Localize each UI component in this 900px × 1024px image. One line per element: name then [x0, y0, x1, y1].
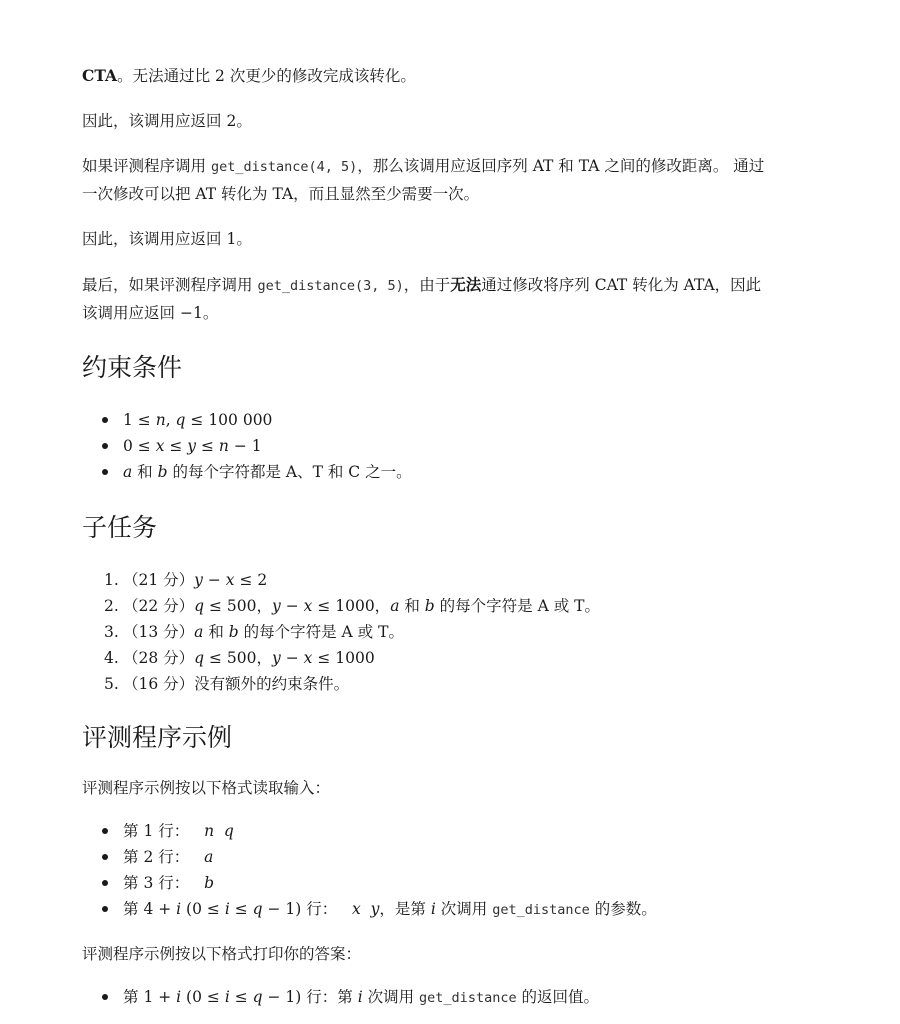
list-item: 4. （28 分）q ≤ 500，y − x ≤ 1000	[104, 649, 375, 667]
grader-input-list	[82, 818, 822, 923]
grader-output-list	[82, 984, 822, 1011]
grader-output-intro: 评测程序示例按以下格式打印你的答案：	[82, 945, 362, 963]
paragraph-1: CTA。无法通过比 2 次更少的修改完成该转化。	[82, 66, 416, 85]
code-call: get_distance(4, 5)	[210, 159, 358, 175]
list-item: 第 3 行： b	[82, 870, 822, 896]
section-heading-subtasks: 子任务	[82, 513, 158, 542]
list-item: 3. （13 分）a 和 b 的每个字符是 A 或 T。	[104, 623, 404, 641]
constraints-list	[82, 407, 822, 485]
list-item: 第 1 行： n q	[82, 818, 822, 844]
paragraph-3: 如果评测程序调用 get_distance(4, 5)，那么该调用应返回序列 AT 和 TA 之间的修改距离。 通过 一次修改可以把 AT 转化为 TA，而且显然至少需要一次。	[82, 157, 765, 203]
code-call: get_distance(3, 5)	[257, 278, 404, 294]
section-heading-grader: 评测程序示例	[82, 723, 233, 752]
list-item: 第 2 行： a	[82, 844, 822, 870]
paragraph-5: 最后，如果评测程序调用 get_distance(3, 5)，由于无法通过修改将序列 CAT 转化为 ATA，因此 该调用应返回 −1。	[82, 275, 762, 322]
list-item: 0 ≤ x ≤ y ≤ n − 1	[82, 433, 822, 459]
subtasks-list	[82, 567, 822, 697]
grader-input-intro: 评测程序示例按以下格式读取输入：	[82, 779, 331, 797]
list-item: 第 1 + i (0 ≤ i ≤ q − 1) 行：第 i 次调用 get_distance 的返回值。	[82, 984, 822, 1011]
section-heading-constraints: 约束条件	[82, 353, 183, 382]
list-item: 第 4 + i (0 ≤ i ≤ q − 1) 行： x y，是第 i 次调用 get_distance 的参数。	[82, 896, 822, 923]
document-page	[82, 62, 822, 1011]
list-item: 5. （16 分）没有额外的约束条件。	[104, 675, 350, 693]
paragraph-2: 因此，该调用应返回 2。	[82, 112, 252, 130]
list-item: 1. （21 分）y − x ≤ 2	[104, 571, 268, 589]
paragraph-4: 因此，该调用应返回 1。	[82, 230, 252, 248]
list-item: 1 ≤ n, q ≤ 100 000	[82, 407, 822, 433]
list-item: 2. （22 分）q ≤ 500，y − x ≤ 1000，a 和 b 的每个字符是 A 或 T。	[104, 597, 600, 615]
list-item: a 和 b 的每个字符都是 A、T 和 C 之一。	[82, 459, 822, 485]
